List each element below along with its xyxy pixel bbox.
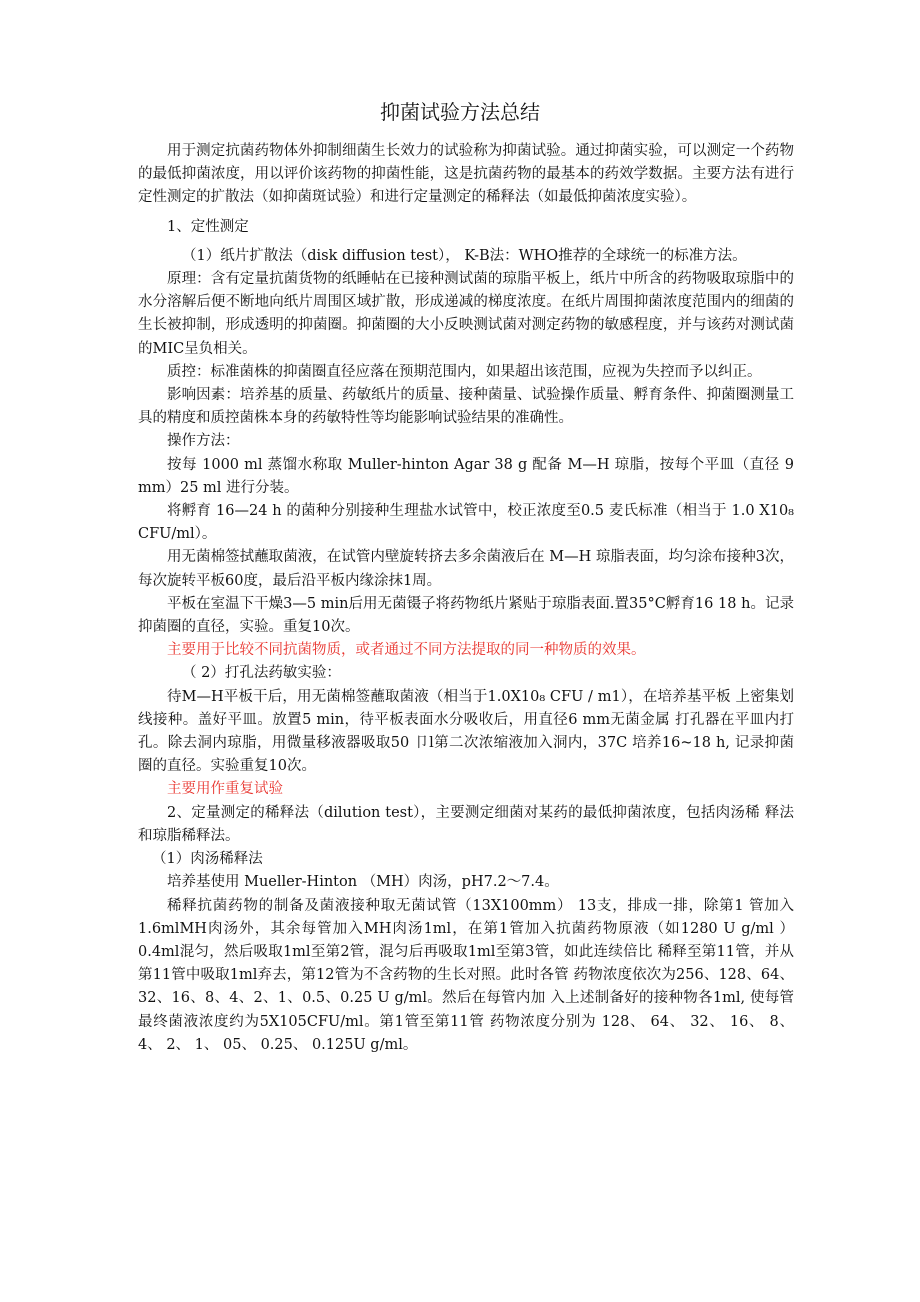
highlighted-paragraph: 主要用作重复试验 bbox=[167, 781, 283, 798]
paragraph: 将孵育 16—24 h 的菌种分别接种生理盐水试管中，校正浓度至0.5 麦氏标准（相当于 1.0 X10₈ CFU/ml）。 bbox=[138, 503, 794, 543]
document-title: 抑菌试验方法总结 bbox=[380, 100, 540, 124]
paragraph: 原理：含有定量抗菌货物的纸睡帖在已接种测试菌的琼脂平板上，纸片中所含的药物吸取琼脂中的水分溶解后便不断地向纸片周围区域扩散，形成递减的梯度浓度。在纸片周围抑菌浓度范围内的细菌的生长被抑制，形成透明的抑菌圈。抑菌圈的大小反映测试菌对测定药物的敏感程度，并与该药对测试菌的MIC呈负相关。 bbox=[138, 271, 794, 357]
paragraph: 平板在室温下干燥3—5 min后用无菌镊子将药物纸片紧贴于琼脂表面.置35°C孵育16 18 h。记录抑菌圈的直径，实验。重复10次。 bbox=[138, 595, 794, 636]
paragraph: 操作方法： bbox=[167, 433, 240, 450]
highlighted-paragraph: 主要用于比较不同抗菌物质，或者通过不同方法提取的同一种物质的效果。 bbox=[167, 642, 646, 659]
paragraph: （ 2）打孔法药敏实验： bbox=[182, 665, 341, 682]
paragraph: （1）肉汤稀释法 bbox=[152, 851, 263, 868]
paragraph: （1）纸片扩散法（disk diffusion test）， K-B法：WHO推荐的全球统一的标准方法。 bbox=[182, 247, 747, 264]
paragraph: 稀释抗菌药物的制备及菌液接种取无菌试管（13X100mm） 13支，排成一排，除第1 管加入1.6mlMH肉汤外，其余每管加入MH肉汤1ml，在第1管加入抗菌药物原液（如1280 U g/ml ） 0.4ml混匀，然后吸取1ml至第2管，混匀后再吸取1ml至第3管，如此连续倍比 稀释至第11管，并从第11管中吸取1ml弃去，第12管为不含药物的生长对照。此时各管 药物浓度依次为256、128、64、32、16、8、4、2、1、0.5、0.25 U g/ml。然后在每管内加 入上述制备好的接种物各1ml, 使每管最终菌液浓度约为5X105CFU/ml。第1管至第11管 药物浓度分别为 128、 64、 32、 16、 8、 4、 2、 1、 05、 0.25、 0.125U g/ml。 bbox=[138, 897, 794, 1053]
paragraph: 用无菌棉签拭蘸取菌液，在试管内壁旋转挤去多余菌液后在 M—H 琼脂表面，均匀涂布接种3次，每次旋转平板60度，最后沿平板内缘涂抹1周。 bbox=[138, 549, 794, 589]
paragraph: 2、定量测定的稀释法（dilution test），主要测定细菌对某药的最低抑菌浓度，包括肉汤稀 释法和琼脂稀释法。 bbox=[138, 804, 794, 844]
paragraph: 质控：标准菌株的抑菌圈直径应落在预期范围内，如果超出该范围，应视为失控而予以纠正。 bbox=[167, 363, 762, 380]
paragraph: 待M—H平板干后，用无菌棉签蘸取菌液（相当于1.0X10₈ CFU / m1），在培养基平板 上密集划线接种。盖好平皿。放置5 min，待平板表面水分吸收后，用直径6 mm无菌金属 打孔器在平皿内打孔。除去洞内琼脂，用微量移液器吸取50 卩l第二次浓缩液加入洞内，37C 培养16~18 h, 记录抑菌圈的直径。实验重复10次。 bbox=[138, 688, 794, 775]
paragraph: 培养基使用 Mueller-Hinton （MH）肉汤，pH7.2〜7.4。 bbox=[167, 874, 559, 891]
paragraph: 1、定性测定 bbox=[167, 218, 249, 235]
paragraph: 按每 1000 ml 蒸馏水称取 Muller-hinton Agar 38 g 配备 M—H 琼脂，按每个平皿（直径 9 mm）25 ml 进行分装。 bbox=[138, 456, 794, 496]
paragraph: 影响因素：培养基的质量、药敏纸片的质量、接种菌量、试验操作质量、孵育条件、抑菌圈测量工具的精度和质控菌株本身的药敏特性等均能影响试验结果的准确性。 bbox=[138, 387, 794, 427]
document-body bbox=[138, 140, 794, 1057]
paragraph: 用于测定抗菌药物体外抑制细菌生长效力的试验称为抑菌试验。通过抑菌实验，可以测定一个药物的最低抑菌浓度，用以评价该药物的抑菌性能，这是抗菌药物的最基本的药效学数据。主要方法有进行定性测定的扩散法（如抑菌斑试验）和进行定量测定的稀释法（如最低抑菌浓度实验）。 bbox=[138, 143, 794, 206]
